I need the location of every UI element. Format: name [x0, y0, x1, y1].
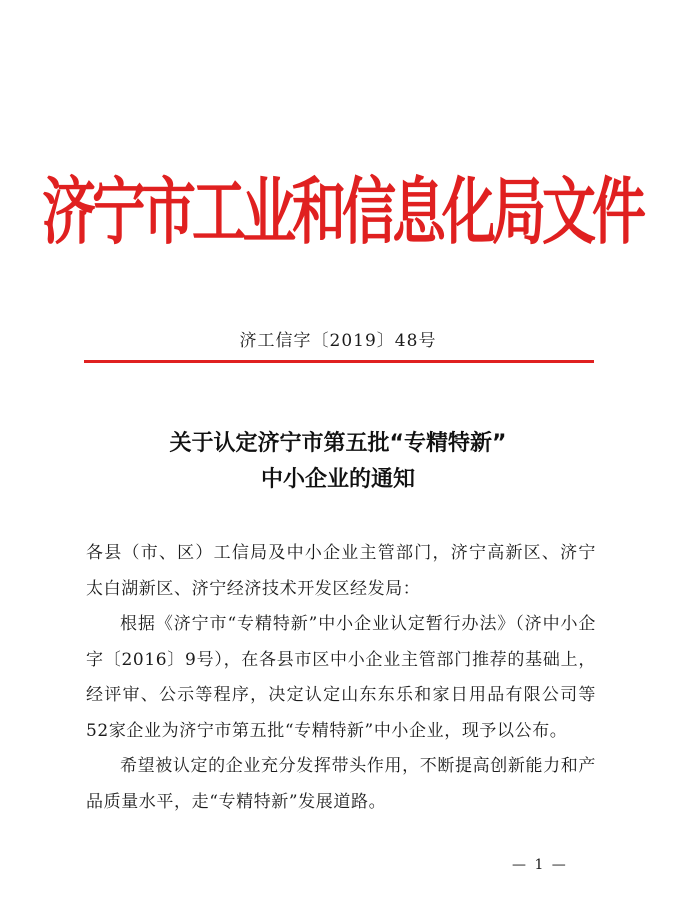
- salutation-paragraph: 各县（市、区）工信局及中小企业主管部门，济宁高新区、济宁太白湖新区、济宁经济技术开发区经发局：: [86, 543, 596, 599]
- document-number: 济工信字〔2019〕48号: [239, 331, 437, 351]
- page-number: — 1 —: [512, 857, 568, 873]
- notice-body: [86, 536, 596, 820]
- body-paragraph-2: 希望被认定的企业充分发挥带头作用，不断提高创新能力和产品质量水平，走“专精特新”发展道路。: [86, 756, 596, 812]
- notice-title-line-2: 中小企业的通知: [260, 467, 415, 492]
- body-paragraph-1: 根据《济宁市“专精特新”中小企业认定暂行办法》（济中小企字〔2016〕9号），在各县市区中小企业主管部门推荐的基础上，经评审、公示等程序，决定认定山东东乐和家日用品有限公司等52家企业为济宁市第五批“专精特新”中小企业，现予以公布。: [86, 614, 596, 741]
- notice-title-line-1: 关于认定济宁市第五批“专精特新”: [169, 431, 507, 456]
- notice-title: [0, 426, 676, 498]
- red-divider-line: [84, 360, 594, 363]
- document-masthead: 济宁市工业和信息化局文件: [42, 168, 642, 254]
